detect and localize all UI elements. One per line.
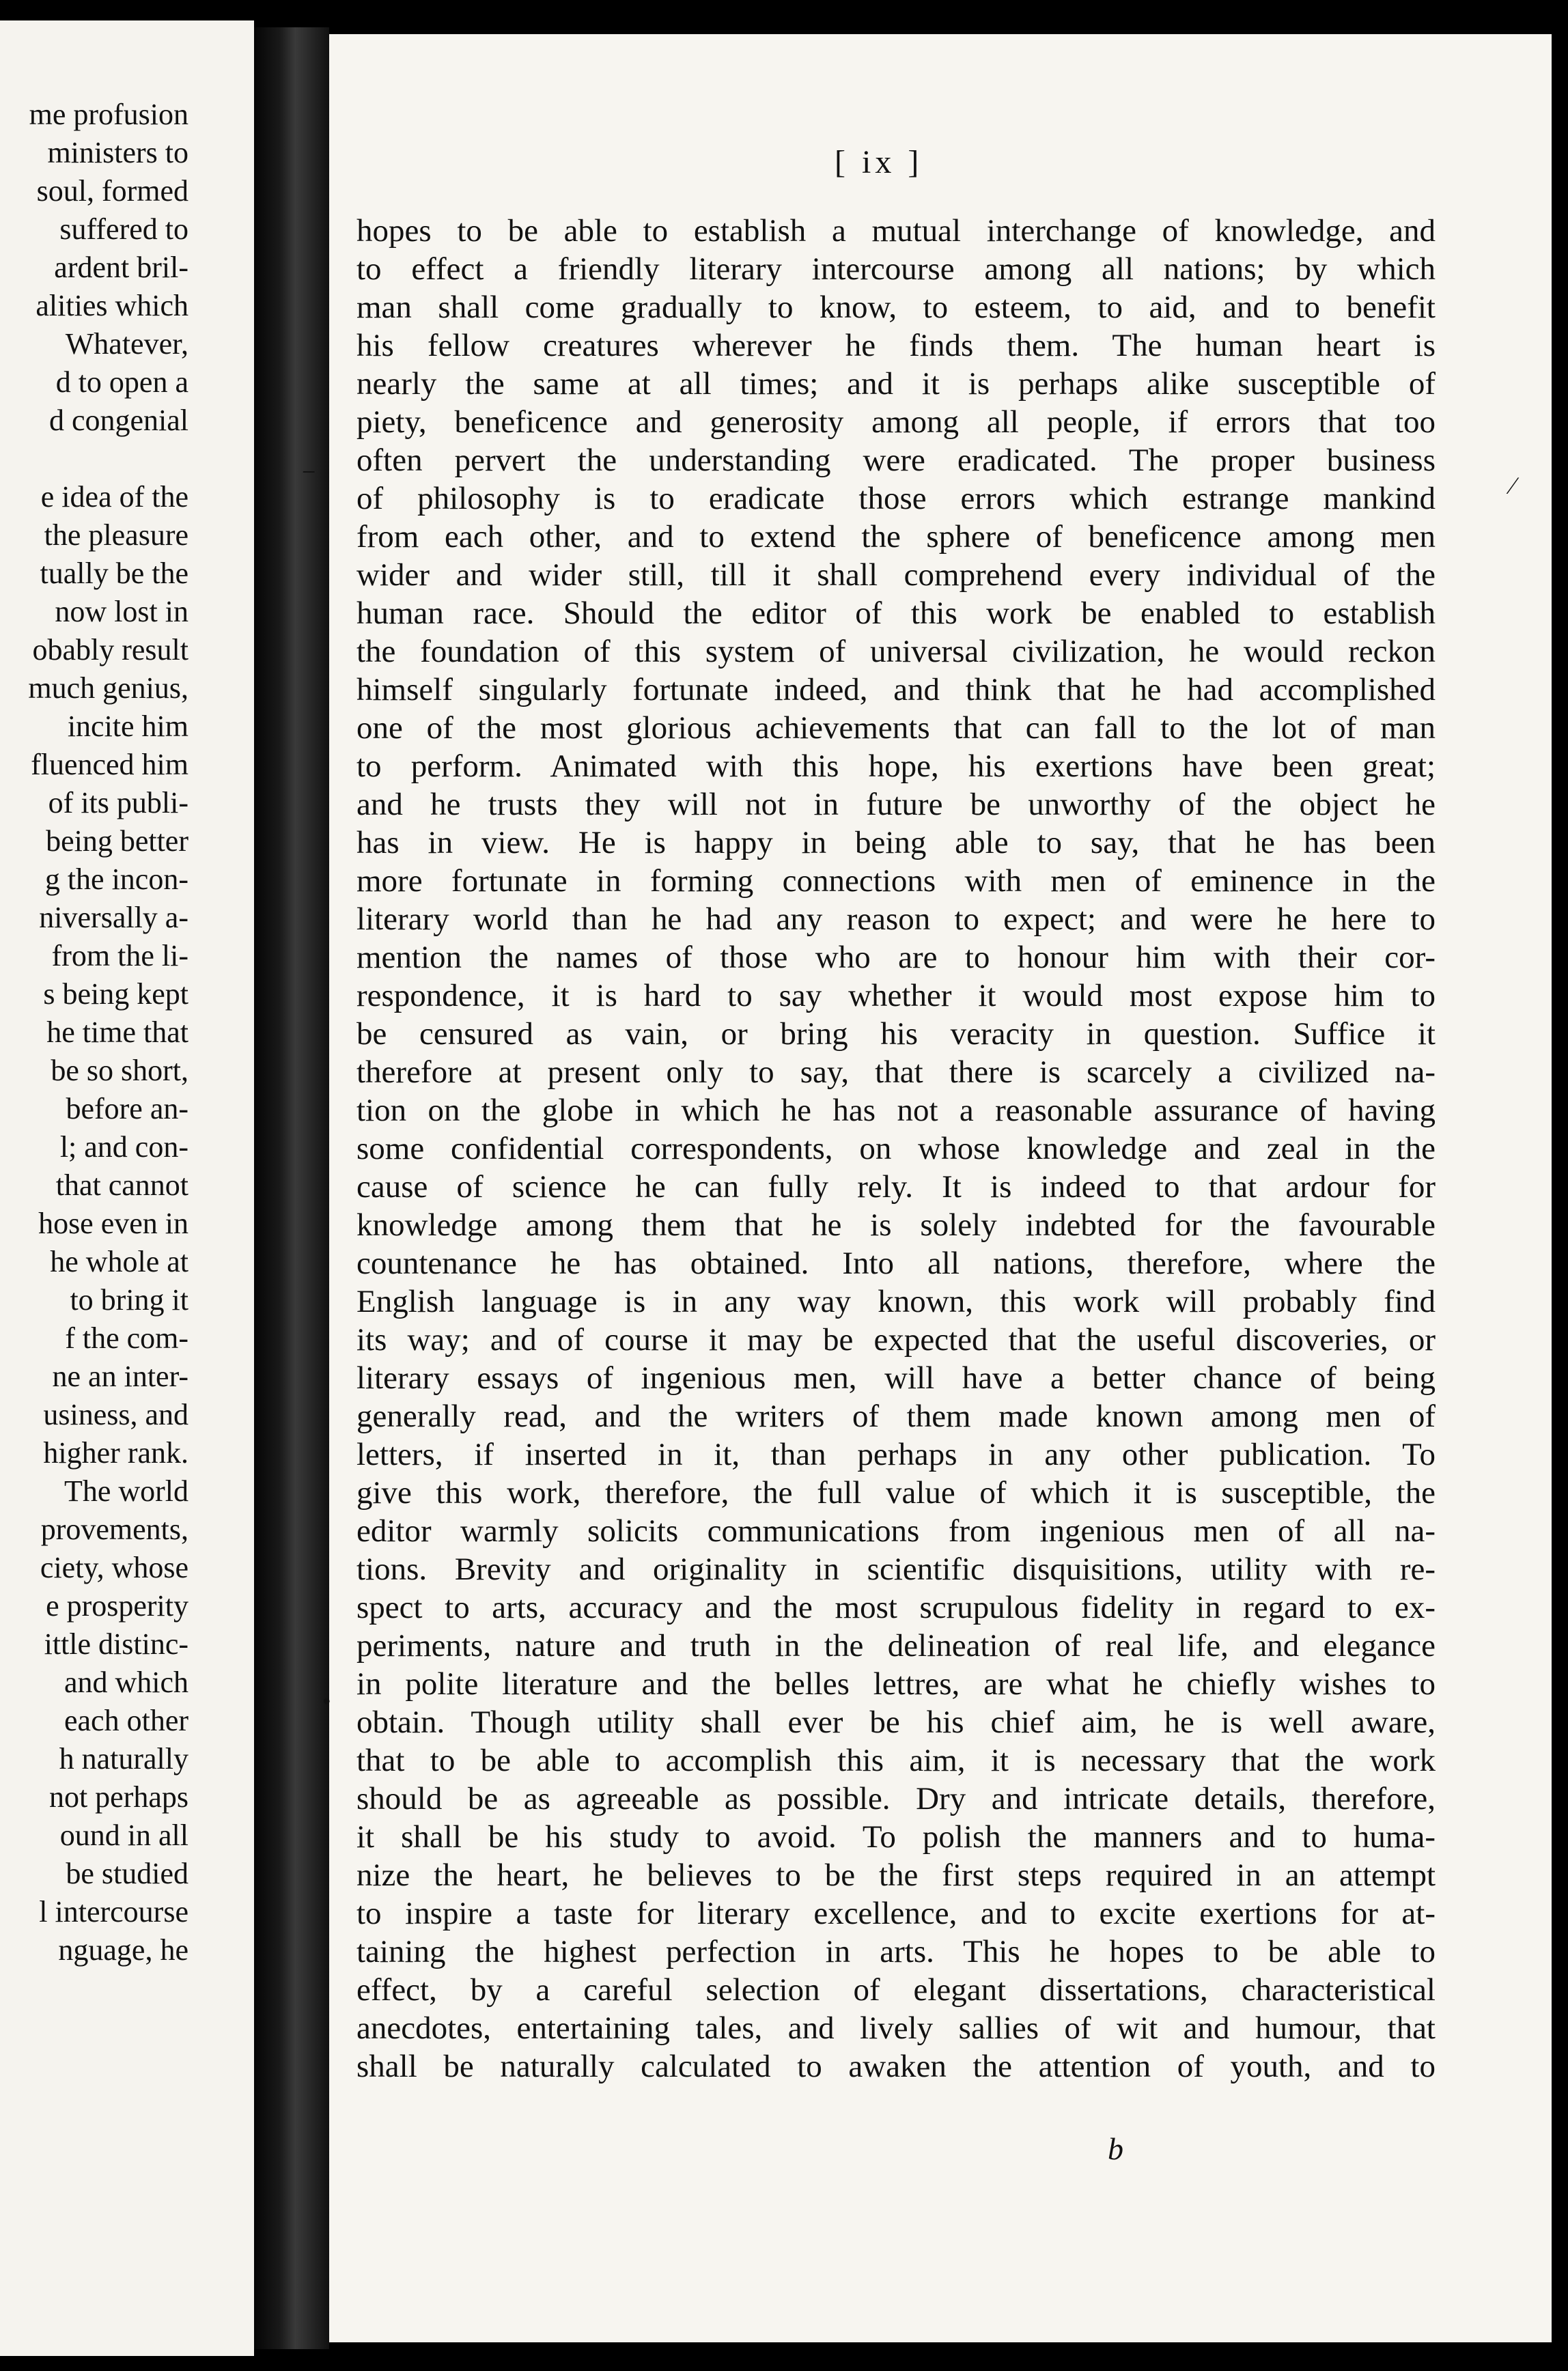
- text-line: hopes to be able to establish a mutual interchange of knowledge, and: [356, 213, 1436, 249]
- page-number: [ ix ]: [835, 144, 923, 180]
- left-line: he whole at: [50, 1245, 188, 1278]
- text-line: himself singularly fortunate indeed, and think that he had accomplished: [356, 672, 1436, 707]
- text-line: countenance he has obtained. Into all nations, therefore, where the: [356, 1246, 1436, 1281]
- text-line: mention the names of those who are to honour him with their cor-: [356, 940, 1436, 975]
- text-line: of philosophy is to eradicate those errors which estrange mankind: [356, 481, 1436, 516]
- text-line: editor warmly solicits communications from ingenious men of all na-: [356, 1513, 1436, 1549]
- left-line: niversally a-: [39, 901, 188, 934]
- left-line: d to open a: [55, 365, 188, 399]
- text-line: literary essays of ingenious men, will have a better chance of being: [356, 1360, 1436, 1396]
- text-line: effect, by a careful selection of elegant dissertations, characteristical: [356, 1972, 1436, 2008]
- text-line: wider and wider still, till it shall comprehend every individual of the: [356, 557, 1436, 593]
- left-line: higher rank.: [43, 1436, 188, 1470]
- left-line: ministers to: [47, 136, 188, 169]
- text-line: his fellow creatures wherever he finds them. The human heart is: [356, 328, 1436, 363]
- text-line: should be as agreeable as possible. Dry and intricate details, therefore,: [356, 1781, 1436, 1816]
- text-line: taining the highest perfection in arts. This he hopes to be able to: [356, 1934, 1436, 1969]
- text-line: therefore at present only to say, that there is scarcely a civilized na-: [356, 1054, 1436, 1090]
- left-line: l; and con-: [59, 1130, 188, 1164]
- text-line: generally read, and the writers of them made known among men of: [356, 1399, 1436, 1434]
- text-line: more fortunate in forming connections with men of eminence in the: [356, 863, 1436, 899]
- left-line: much genius,: [28, 671, 188, 705]
- left-line: be studied: [66, 1857, 188, 1890]
- text-line: man shall come gradually to know, to esteem, to aid, and to benefit: [356, 290, 1436, 325]
- left-line: ound in all: [59, 1819, 188, 1852]
- text-line: anecdotes, entertaining tales, and lively sallies of wit and humour, that: [356, 2010, 1436, 2046]
- text-line: letters, if inserted in it, than perhaps in any other publication. To: [356, 1437, 1436, 1472]
- left-line: soul, formed: [36, 174, 188, 208]
- text-line: the foundation of this system of universal civilization, he would reckon: [356, 634, 1436, 669]
- text-line: often pervert the understanding were eradicated. The proper business: [356, 443, 1436, 478]
- text-line: to inspire a taste for literary excellence, and to excite exertions for at-: [356, 1896, 1436, 1931]
- text-line: some confidential correspondents, on whose knowledge and zeal in the: [356, 1131, 1436, 1166]
- left-line: d congenial: [48, 404, 188, 437]
- text-line: English language is in any way known, this work will probably find: [356, 1284, 1436, 1319]
- margin-mark: −: [302, 458, 316, 486]
- left-line: ardent bril-: [54, 251, 188, 284]
- left-line: f the com-: [65, 1321, 188, 1355]
- left-line: e idea of the: [40, 480, 188, 514]
- left-line: s being kept: [43, 977, 188, 1011]
- text-line: human race. Should the editor of this work be enabled to establish: [356, 595, 1436, 631]
- left-line: h naturally: [59, 1742, 188, 1776]
- book-gutter: [254, 27, 329, 2349]
- text-line: periments, nature and truth in the delineation of real life, and elegance: [356, 1628, 1436, 1664]
- right-page: [302, 34, 1552, 2342]
- left-line: alities which: [36, 289, 188, 322]
- left-line: now lost in: [55, 595, 188, 628]
- left-line: fluenced him: [31, 748, 188, 781]
- text-line: respondence, it is hard to say whether it would most expose him to: [356, 978, 1436, 1013]
- text-line: piety, beneficence and generosity among all people, if errors that too: [356, 404, 1436, 440]
- left-line: be so short,: [51, 1054, 188, 1087]
- left-line: incite him: [67, 710, 188, 743]
- text-line: be censured as vain, or bring his veracity in question. Suffice it: [356, 1016, 1436, 1052]
- margin-mark: •: [322, 1687, 331, 1715]
- text-line: tion on the globe in which he has not a reasonable assurance of having: [356, 1093, 1436, 1128]
- text-line: shall be naturally calculated to awaken the attention of youth, and to: [356, 2049, 1436, 2084]
- text-line: spect to arts, accuracy and the most scrupulous fidelity in regard to ex-: [356, 1590, 1436, 1625]
- left-line: g the incon-: [44, 862, 188, 896]
- left-line: obably result: [32, 633, 188, 667]
- text-line: to perform. Animated with this hope, his exertions have been great;: [356, 748, 1436, 784]
- left-line: l intercourse: [39, 1895, 188, 1928]
- text-line: nize the heart, he believes to be the first steps required in an attempt: [356, 1857, 1436, 1893]
- left-page: [0, 20, 254, 2356]
- left-line: each other: [64, 1704, 188, 1737]
- left-line: provements,: [40, 1513, 188, 1546]
- left-line: that cannot: [55, 1168, 188, 1202]
- text-line: to effect a friendly literary intercourse among all nations; by which: [356, 251, 1436, 287]
- left-line: from the li-: [51, 939, 188, 972]
- left-line: Whatever,: [65, 327, 188, 361]
- text-line: obtain. Though utility shall ever be his chief aim, he is well aware,: [356, 1704, 1436, 1740]
- text-line: it shall be his study to avoid. To polish the manners and to huma-: [356, 1819, 1436, 1855]
- left-line: usiness, and: [43, 1398, 188, 1431]
- text-line: and he trusts they will not in future be unworthy of the object he: [356, 787, 1436, 822]
- text-line: from each other, and to extend the sphere of beneficence among men: [356, 519, 1436, 555]
- text-line: one of the most glorious achievements that can fall to the lot of man: [356, 710, 1436, 746]
- margin-mark: ∕: [1511, 472, 1515, 499]
- left-line: ciety, whose: [40, 1551, 188, 1584]
- left-line: to bring it: [70, 1283, 188, 1317]
- text-line: in polite literature and the belles lettres, are what he chiefly wishes to: [356, 1666, 1436, 1702]
- body-text: [356, 212, 1436, 2086]
- left-line: and which: [64, 1666, 188, 1699]
- left-line: nguage, he: [58, 1933, 188, 1967]
- left-line: the pleasure: [44, 518, 188, 552]
- left-line: not perhaps: [48, 1780, 188, 1814]
- left-line: suffered to: [59, 212, 188, 246]
- left-line: ne an inter-: [52, 1360, 188, 1393]
- left-line: e prosperity: [46, 1589, 188, 1623]
- left-line: before an-: [66, 1092, 188, 1125]
- left-line: of its publi-: [48, 786, 188, 819]
- left-line: being better: [46, 824, 188, 858]
- left-line: ittle distinc-: [44, 1627, 188, 1661]
- text-line: knowledge among them that he is solely indebted for the favourable: [356, 1207, 1436, 1243]
- text-line: give this work, therefore, the full value of which it is susceptible, the: [356, 1475, 1436, 1511]
- text-line: cause of science he can fully rely. It is indeed to that ardour for: [356, 1169, 1436, 1205]
- left-line: The world: [64, 1474, 188, 1508]
- text-line: that to be able to accomplish this aim, it is necessary that the work: [356, 1743, 1436, 1778]
- signature-mark: b: [1108, 2131, 1123, 2166]
- text-line: nearly the same at all times; and it is perhaps alike susceptible of: [356, 366, 1436, 402]
- left-line: hose even in: [38, 1207, 188, 1240]
- left-line: he time that: [46, 1015, 188, 1049]
- left-line: tually be the: [40, 557, 188, 590]
- text-line: has in view. He is happy in being able to say, that he has been: [356, 825, 1436, 860]
- text-line: tions. Brevity and originality in scientific disquisitions, utility with re-: [356, 1552, 1436, 1587]
- text-line: literary world than he had any reason to expect; and were he here to: [356, 901, 1436, 937]
- left-line: me profusion: [29, 98, 188, 131]
- text-line: its way; and of course it may be expected that the useful discoveries, or: [356, 1322, 1436, 1358]
